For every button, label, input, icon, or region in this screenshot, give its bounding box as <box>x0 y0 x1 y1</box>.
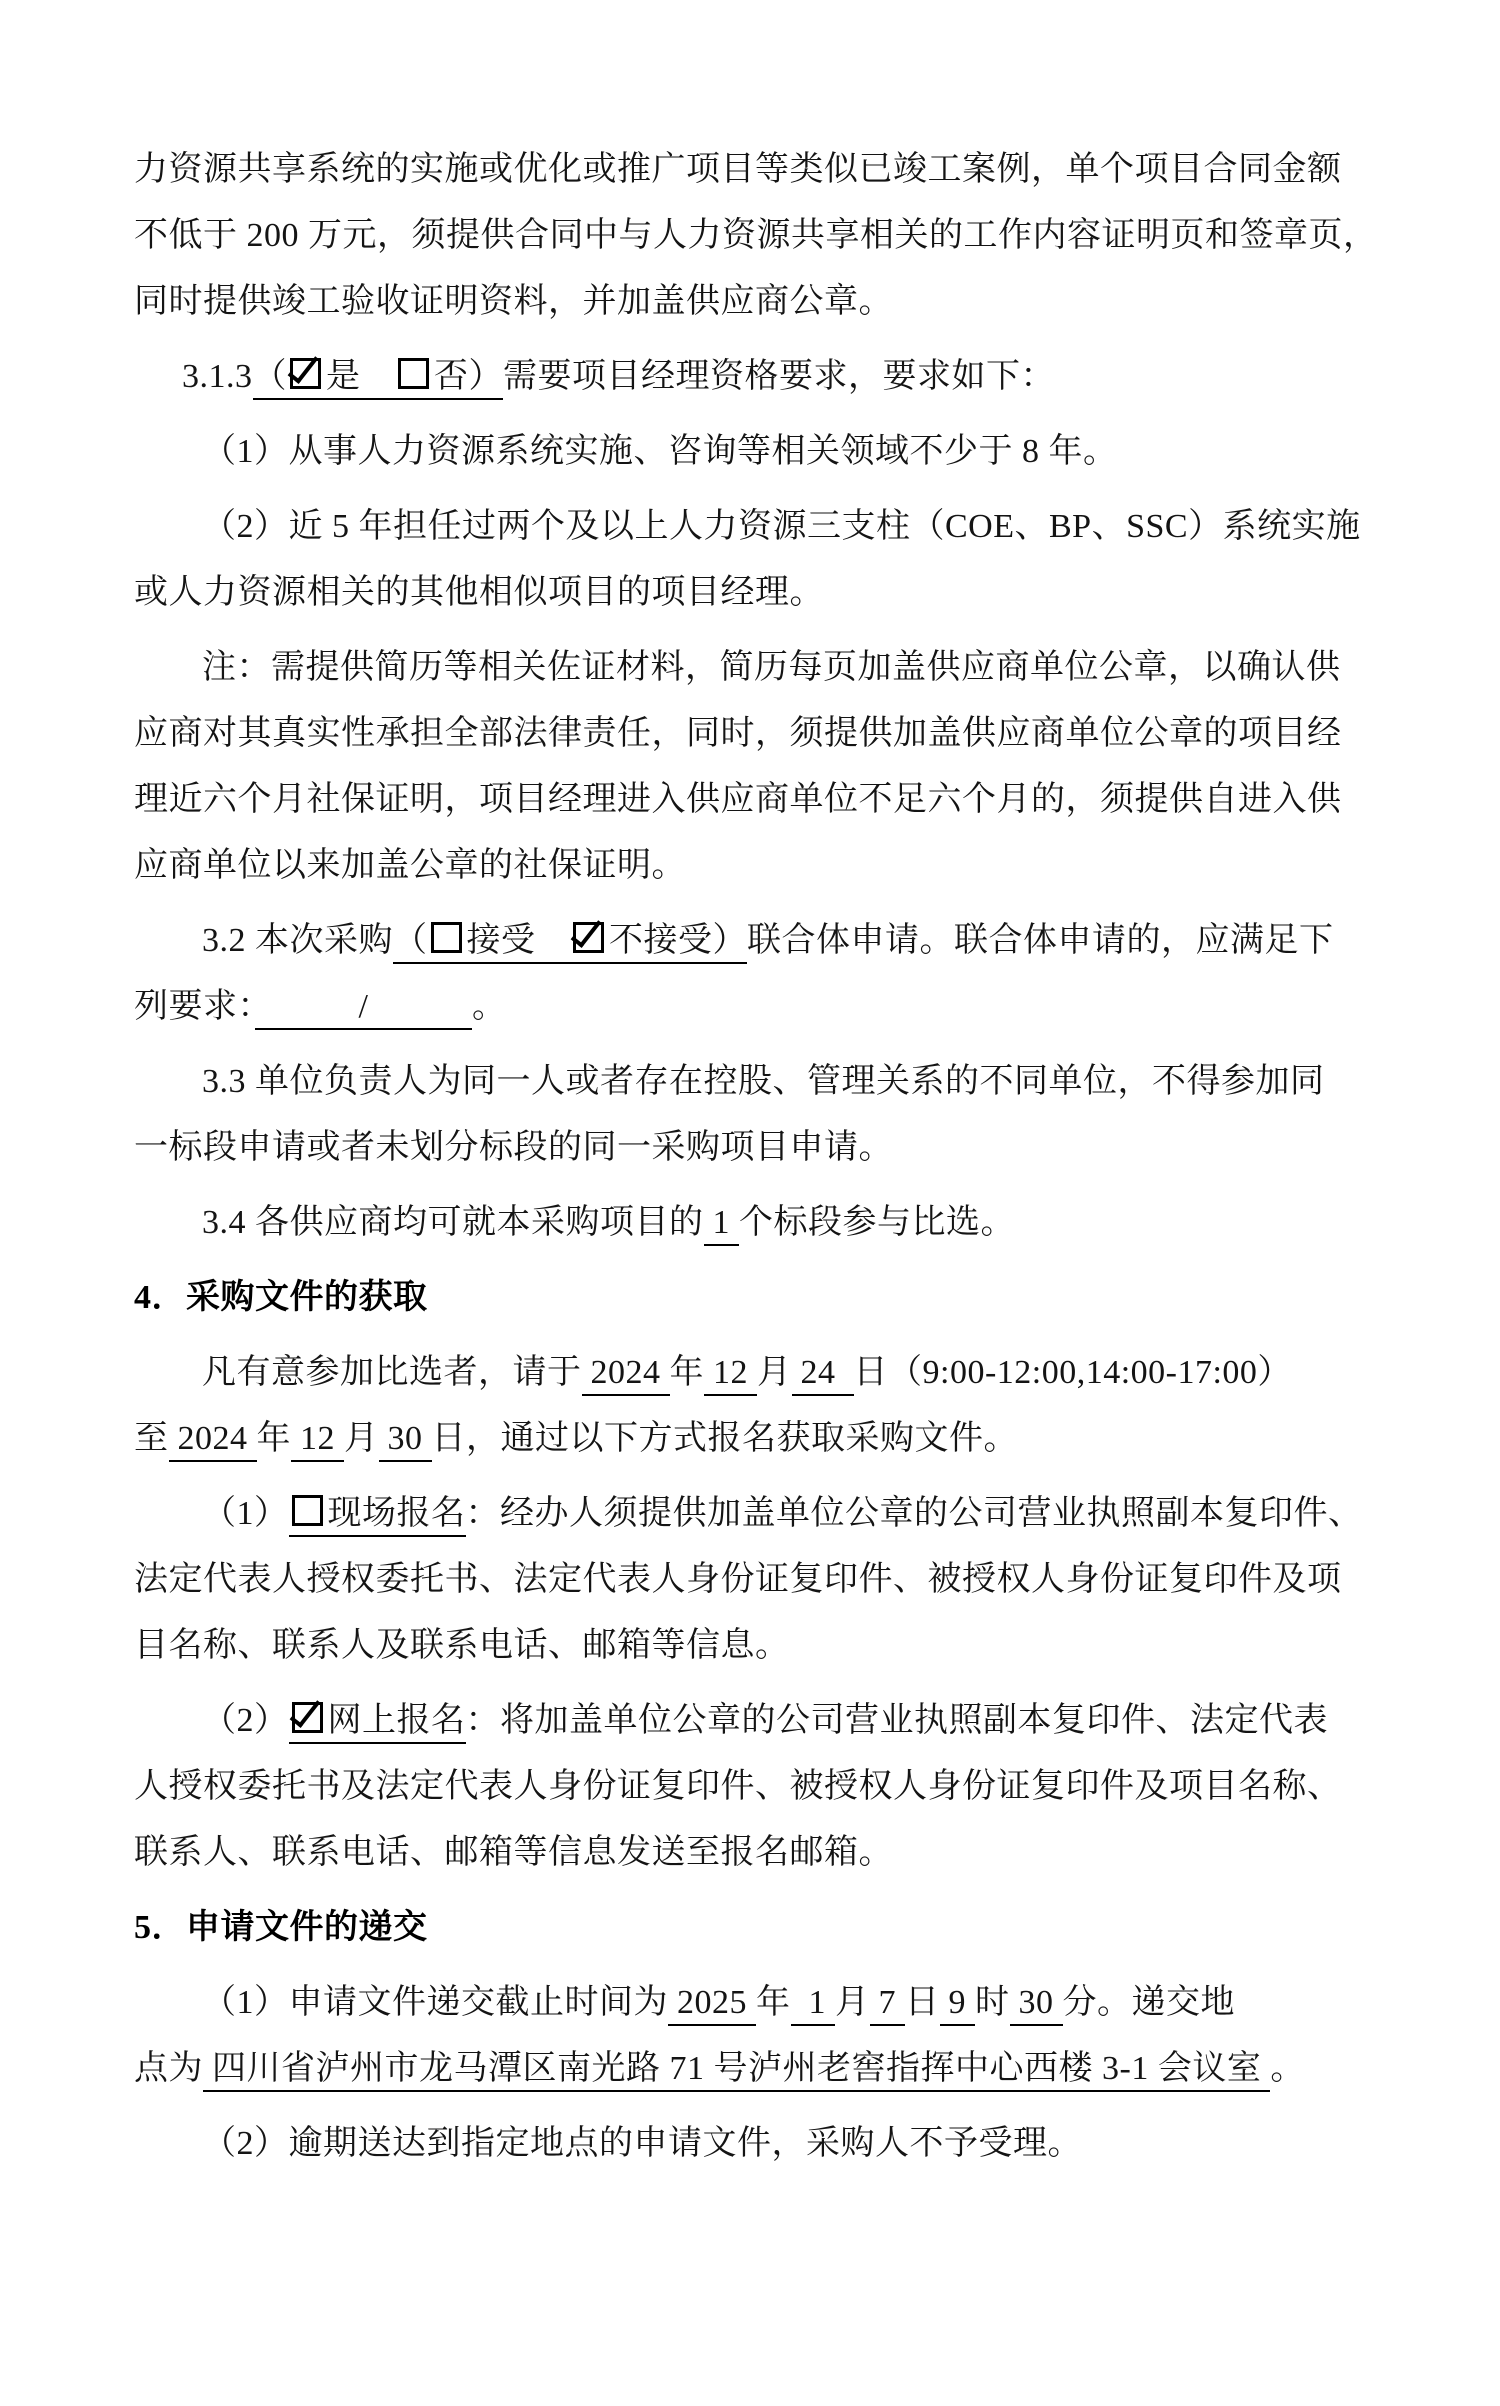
text-run: 2025 <box>668 1984 756 2021</box>
text-run: （1） <box>202 1495 289 1532</box>
text-run: 30 <box>378 1420 432 1457</box>
text-run: 需要项目经理资格要求，要求如下： <box>503 358 1055 395</box>
text-run: 日，通过以下方式报名获取采购文件。 <box>431 1420 1018 1457</box>
text-run: 联系人、联系电话、邮箱等信息发送至报名邮箱。 <box>134 1834 893 1871</box>
text-run: 24 <box>791 1354 854 1391</box>
underlined-text <box>870 1984 906 2026</box>
para-obtain-docs-line1 <box>134 1340 1394 1406</box>
text-run: 应商对其真实性承担全部法律责任，同时，须提供加盖供应商单位公章的项目经 <box>134 715 1342 752</box>
checkbox-checked-icon <box>573 922 604 953</box>
text-run: 3.2 本次采购 <box>202 922 393 959</box>
text-run: （2）近 5 年担任过两个及以上人力资源三支柱（COE、BP、SSC）系统实施 <box>202 508 1361 545</box>
para-pm-item1 <box>134 419 1394 485</box>
para-onsite-signup-line3 <box>134 1613 1394 1679</box>
para-late-submission <box>134 2111 1394 2177</box>
underlined-text <box>940 1984 976 2026</box>
text-run: 5．申请文件的递交 <box>134 1909 428 1946</box>
para-completed-case-line3 <box>134 269 1394 335</box>
heading-section-4 <box>134 1265 1394 1331</box>
para-3-1-3-pm-requirement <box>134 344 1394 410</box>
para-pm-item2-line2 <box>134 560 1394 626</box>
para-online-signup-line3 <box>134 1820 1394 1886</box>
text-run: 日 <box>905 1984 940 2021</box>
para-note-line3 <box>134 767 1394 833</box>
para-online-signup-line1 <box>134 1688 1394 1754</box>
text-run: 1 <box>703 1204 739 1241</box>
text-run: 12 <box>291 1420 344 1457</box>
text-run: （2）逾期送达到指定地点的申请文件，采购人不予受理。 <box>202 2125 1082 2162</box>
text-run: （1）申请文件递交截止时间为 <box>202 1984 668 2021</box>
text-run: 9 <box>939 1984 975 2021</box>
checkbox-checked-icon <box>290 358 321 389</box>
text-run: 列要求： <box>134 988 255 1025</box>
document-body <box>134 137 1394 2177</box>
underlined-text <box>668 1984 756 2026</box>
underlined-text <box>791 1984 836 2026</box>
para-submission-deadline-line2 <box>134 2036 1394 2102</box>
para-3-3-same-principal-line1 <box>134 1049 1394 1115</box>
underlined-text <box>291 1420 344 1462</box>
para-3-3-same-principal-line2 <box>134 1115 1394 1181</box>
text-run: 。 <box>471 988 507 1025</box>
checkbox-unchecked-icon <box>292 1495 323 1526</box>
text-run: 月 <box>835 1984 870 2021</box>
underlined-text <box>582 1354 670 1396</box>
text-run: 注：需提供简历等相关佐证材料，简历每页加盖供应商单位公章，以确认供 <box>202 649 1341 686</box>
text-run: 30 <box>1009 1984 1063 2021</box>
text-run: 凡有意参加比选者，请于 <box>202 1354 582 1391</box>
underlined-text <box>253 358 504 400</box>
underlined-text <box>393 922 747 964</box>
text-run: （1）从事人力资源系统实施、咨询等相关领域不少于 8 年。 <box>202 433 1118 470</box>
text-run: 目名称、联系人及联系电话、邮箱等信息。 <box>134 1627 790 1664</box>
text-run: 个标段参与比选。 <box>739 1204 1015 1241</box>
para-pm-item2-line1 <box>134 494 1394 560</box>
heading-section-5 <box>134 1895 1394 1961</box>
underlined-text <box>255 988 472 1030</box>
text-run: 联合体申请。联合体申请的，应满足下 <box>747 922 1334 959</box>
text-run: 否） <box>434 358 503 395</box>
para-completed-case-line1 <box>134 137 1394 203</box>
underlined-text <box>1010 1984 1063 2026</box>
text-run: 月 <box>344 1420 379 1457</box>
text-run: 3.3 单位负责人为同一人或者存在控股、管理关系的不同单位，不得参加同 <box>202 1063 1325 1100</box>
text-run: 日（9:00-12:00,14:00-17:00） <box>853 1354 1292 1391</box>
text-run: 网上报名 <box>327 1702 466 1739</box>
para-note-line4 <box>134 833 1394 899</box>
text-run: 理近六个月社保证明，项目经理进入供应商单位不足六个月的，须提供自进入供 <box>134 781 1342 818</box>
para-submission-deadline-line1 <box>134 1970 1394 2036</box>
text-run: （ <box>252 358 287 395</box>
para-3-2-consortium-line2 <box>134 974 1394 1040</box>
para-online-signup-line2 <box>134 1754 1394 1820</box>
text-run: 2024 <box>168 1420 257 1457</box>
underlined-text <box>704 1354 757 1396</box>
text-run: 不接受） <box>609 922 747 959</box>
text-run: 接受 <box>466 922 570 959</box>
underlined-text <box>704 1204 740 1246</box>
text-run: （2） <box>202 1702 289 1739</box>
text-run: 3.1.3 <box>182 358 253 395</box>
text-run: 是 <box>326 358 395 395</box>
underlined-text <box>289 1702 466 1744</box>
para-obtain-docs-line2 <box>134 1406 1394 1472</box>
para-3-2-consortium-line1 <box>134 908 1394 974</box>
text-run: 分。递交地 <box>1062 1984 1235 2021</box>
text-run: / <box>255 988 472 1025</box>
text-run: 至 <box>134 1420 169 1457</box>
text-run: 7 <box>869 1984 905 2021</box>
text-run: 人授权委托书及法定代表人身份证复印件、被授权人身份证复印件及项目名称、 <box>134 1768 1342 1805</box>
text-run: 法定代表人授权委托书、法定代表人身份证复印件、被授权人身份证复印件及项 <box>134 1561 1342 1598</box>
text-run: 月 <box>757 1354 792 1391</box>
text-run: 2024 <box>581 1354 670 1391</box>
text-run: 点为 <box>134 2050 203 2087</box>
underlined-text <box>289 1495 466 1537</box>
underlined-text <box>169 1420 257 1462</box>
para-onsite-signup-line2 <box>134 1547 1394 1613</box>
para-onsite-signup-line1 <box>134 1481 1394 1547</box>
checkbox-checked-icon <box>292 1702 323 1733</box>
text-run: ：将加盖单位公章的公司营业执照副本复印件、法定代表 <box>465 1702 1328 1739</box>
text-run: 应商单位以来加盖公章的社保证明。 <box>134 847 686 884</box>
text-run: 时 <box>975 1984 1010 2021</box>
para-note-line1 <box>134 635 1394 701</box>
text-run: 一标段申请或者未划分标段的同一采购项目申请。 <box>134 1129 893 1166</box>
text-run: 4．采购文件的获取 <box>134 1279 428 1316</box>
underlined-text <box>203 2050 1270 2092</box>
checkbox-unchecked-icon <box>398 358 429 389</box>
text-run: 12 <box>704 1354 757 1391</box>
text-run: 现场报名 <box>327 1495 466 1532</box>
text-run: 不低于 200 万元，须提供合同中与人力资源共享相关的工作内容证明页和签章页， <box>134 217 1378 254</box>
para-3-4-lots <box>134 1190 1394 1256</box>
underlined-text <box>379 1420 432 1462</box>
text-run: ：经办人须提供加盖单位公章的公司营业执照副本复印件、 <box>465 1495 1363 1532</box>
underlined-text <box>792 1354 854 1396</box>
text-run: 年 <box>256 1420 291 1457</box>
text-run: 同时提供竣工验收证明资料，并加盖供应商公章。 <box>134 283 893 320</box>
text-run: 力资源共享系统的实施或优化或推广项目等类似已竣工案例，单个项目合同金额 <box>134 151 1342 188</box>
text-run: 年 <box>756 1984 791 2021</box>
text-run: 四川省泸州市龙马潭区南光路 71 号泸州老窖指挥中心西楼 3-1 会议室 <box>203 2050 1271 2087</box>
para-completed-case-line2 <box>134 203 1394 269</box>
text-run: 年 <box>669 1354 704 1391</box>
text-run: 或人力资源相关的其他相似项目的项目经理。 <box>134 574 824 611</box>
text-run: （ <box>393 922 428 959</box>
text-run: 。 <box>1270 2050 1305 2087</box>
document-page <box>134 137 1394 2177</box>
checkbox-unchecked-icon <box>431 922 462 953</box>
text-run: 1 <box>790 1984 835 2021</box>
text-run: 3.4 各供应商均可就本采购项目的 <box>202 1204 704 1241</box>
para-note-line2 <box>134 701 1394 767</box>
